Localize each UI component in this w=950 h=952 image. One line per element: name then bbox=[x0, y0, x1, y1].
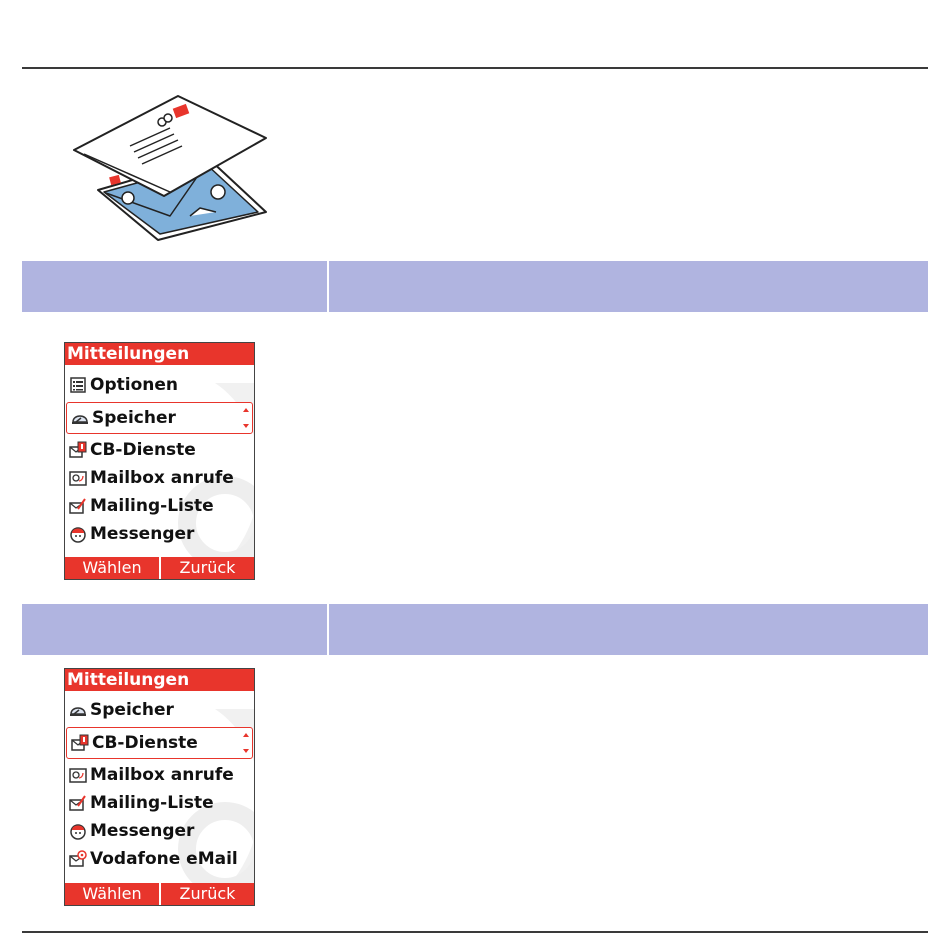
vodafone-email-icon bbox=[69, 850, 87, 868]
voicemail-icon bbox=[69, 766, 87, 784]
cell-broadcast-icon bbox=[71, 734, 89, 752]
menu-item-messenger[interactable] bbox=[65, 520, 254, 548]
menu-item-label: Mailbox anrufe bbox=[90, 765, 234, 785]
menu-item-label: Mailing-Liste bbox=[90, 793, 214, 813]
menu-item-cb-dienste[interactable] bbox=[65, 436, 254, 464]
menu-item-optionen[interactable] bbox=[65, 371, 254, 399]
menu-item-label: Messenger bbox=[90, 524, 195, 544]
softkey-bar bbox=[65, 883, 254, 905]
menu-item-mailbox-anrufe[interactable] bbox=[65, 464, 254, 492]
table-header-band-2 bbox=[22, 604, 928, 655]
phone-screen-2 bbox=[64, 668, 255, 906]
memory-icon bbox=[69, 701, 87, 719]
menu-item-label: Vodafone eMail bbox=[90, 849, 238, 869]
menu-item-mailing-liste[interactable] bbox=[65, 789, 254, 817]
memory-icon bbox=[71, 409, 89, 427]
softkey-zurueck-button[interactable]: Zurück bbox=[159, 883, 254, 905]
menu-item-label: Optionen bbox=[90, 375, 178, 395]
cell-broadcast-icon bbox=[69, 441, 87, 459]
menu-item-label: CB-Dienste bbox=[92, 733, 198, 753]
menu-item-mailing-liste[interactable] bbox=[65, 492, 254, 520]
screen-title: Mitteilungen bbox=[65, 343, 254, 365]
voicemail-icon bbox=[69, 469, 87, 487]
options-list-icon bbox=[69, 376, 87, 394]
messenger-icon bbox=[69, 525, 87, 543]
screen-title: Mitteilungen bbox=[65, 669, 254, 691]
softkey-zurueck-button[interactable]: Zurück bbox=[159, 557, 254, 579]
menu-item-vodafone-email[interactable] bbox=[65, 845, 254, 873]
menu-item-speicher[interactable] bbox=[65, 696, 254, 724]
menu-item-label: Messenger bbox=[90, 821, 195, 841]
phone-screen-1 bbox=[64, 342, 255, 580]
softkey-waehlen-button[interactable]: Wählen bbox=[82, 558, 142, 577]
softkey-bar bbox=[65, 557, 254, 579]
menu-item-messenger[interactable] bbox=[65, 817, 254, 845]
menu-item-label: Mailbox anrufe bbox=[90, 468, 234, 488]
band-column-separator bbox=[327, 604, 329, 655]
top-divider bbox=[22, 67, 928, 69]
mailing-list-icon bbox=[69, 794, 87, 812]
mailing-list-icon bbox=[69, 497, 87, 515]
menu-item-label: Mailing-Liste bbox=[90, 496, 214, 516]
menu-item-mailbox-anrufe[interactable] bbox=[65, 761, 254, 789]
band-column-separator bbox=[327, 261, 329, 312]
table-header-band-1 bbox=[22, 261, 928, 312]
envelopes-illustration-icon bbox=[70, 94, 270, 244]
menu-item-cb-dienste-selected[interactable] bbox=[66, 727, 253, 759]
scroll-arrows-icon bbox=[243, 407, 249, 429]
menu-item-label: Speicher bbox=[92, 408, 176, 428]
scroll-arrows-icon bbox=[243, 732, 249, 754]
menu-item-speicher-selected[interactable] bbox=[66, 402, 253, 434]
messenger-icon bbox=[69, 822, 87, 840]
softkey-waehlen-button[interactable]: Wählen bbox=[82, 884, 142, 903]
bottom-divider bbox=[22, 931, 928, 933]
menu-item-label: Speicher bbox=[90, 700, 174, 720]
menu-item-label: CB-Dienste bbox=[90, 440, 196, 460]
